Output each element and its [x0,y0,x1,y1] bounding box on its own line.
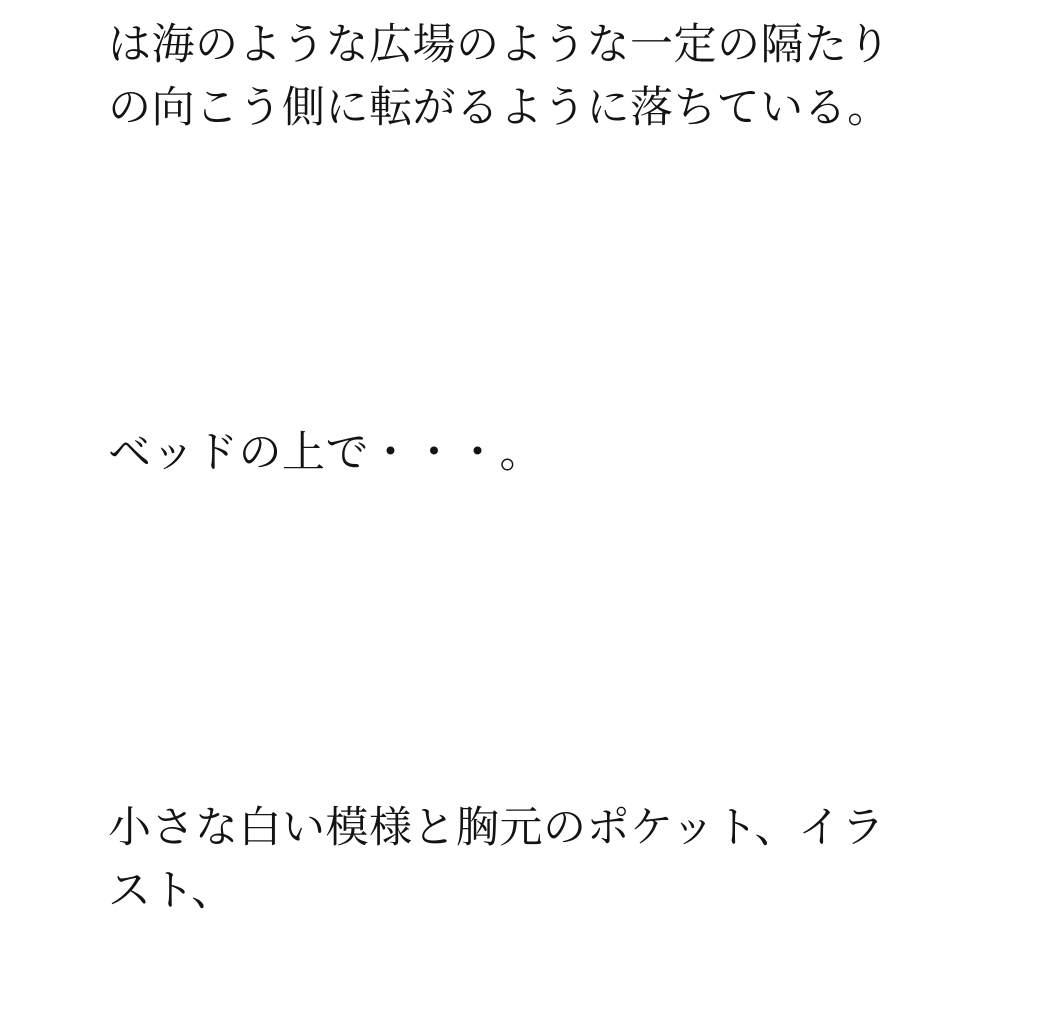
paragraph-spacer-2 [108,485,918,797]
paragraph-3: 小さな白い模様と胸元のポケット、イラスト、 [108,805,885,915]
paragraph-spacer-1 [108,140,918,422]
paragraph-2: ベッドの上で・・・。 [108,430,543,477]
document-text-column [108,0,918,923]
paragraph-1: は海のような広場のような一定の隔たりの向こう側に転がるように落ちている。 [108,22,891,132]
